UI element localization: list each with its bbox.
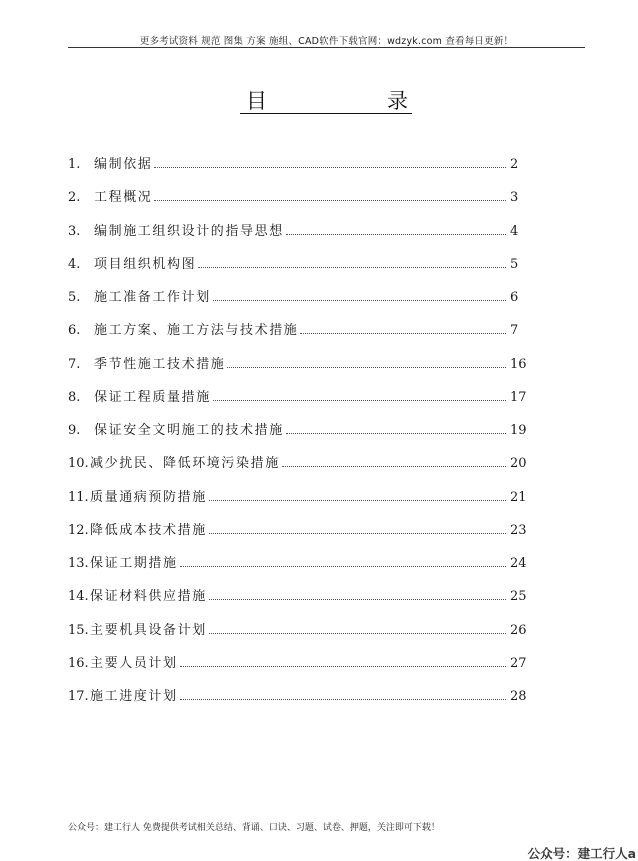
toc-entry-label: 项目组织机构图 bbox=[94, 256, 197, 272]
toc-entry-page-number: 21 bbox=[510, 489, 527, 505]
toc-entry[interactable] bbox=[68, 554, 538, 574]
toc-entry[interactable] bbox=[68, 454, 538, 474]
toc-entry-page-number: 16 bbox=[510, 356, 527, 372]
toc-entry-label: 质量通病预防措施 bbox=[90, 489, 207, 505]
toc-entry-page-number: 28 bbox=[510, 689, 527, 704]
toc-dot-leader bbox=[286, 433, 506, 434]
toc-entry[interactable] bbox=[68, 188, 538, 208]
toc-dot-leader bbox=[180, 666, 506, 667]
toc-entry-page-number: 25 bbox=[510, 589, 527, 605]
toc-entry-label: 主要机具设备计划 bbox=[90, 622, 207, 638]
toc-entry-page-number: 5 bbox=[510, 256, 519, 272]
toc-entry-number: 14. bbox=[68, 589, 89, 605]
toc-entry[interactable] bbox=[68, 288, 538, 308]
page-footer-text: 公众号：建工行人 免费提供考试相关总结、背诵、口诀、习题、试卷、押题，关注即可下载！ bbox=[68, 823, 440, 833]
toc-entry-page-number: 6 bbox=[510, 290, 519, 305]
toc-entry-label: 主要人员计划 bbox=[90, 655, 178, 671]
toc-entry[interactable] bbox=[68, 587, 538, 607]
toc-entry-page-number: 3 bbox=[510, 190, 519, 206]
toc-entry-page-number: 20 bbox=[510, 456, 527, 472]
document-title bbox=[240, 84, 412, 114]
toc-entry-label: 编制施工组织设计的指导思想 bbox=[94, 223, 284, 239]
toc-entry-label: 工程概况 bbox=[94, 190, 153, 206]
toc-entry[interactable] bbox=[68, 388, 538, 408]
toc-entry-number: 12. bbox=[68, 522, 89, 538]
toc-dot-leader bbox=[300, 333, 506, 334]
toc-entry[interactable] bbox=[68, 321, 538, 341]
page-header-text: 更多考试资料 规范 图集 方案 施组、CAD软件下载官网：wdzyk.com 查看每日更新！ bbox=[139, 36, 514, 47]
toc-entry-label: 减少扰民、降低环境污染措施 bbox=[90, 456, 280, 472]
toc-entry[interactable] bbox=[68, 687, 538, 707]
toc-entry[interactable] bbox=[68, 654, 538, 674]
toc-entry-number: 8. bbox=[68, 389, 81, 405]
toc-dot-leader bbox=[209, 533, 506, 534]
toc-entry-label: 保证材料供应措施 bbox=[90, 589, 207, 605]
toc-entry-number: 11. bbox=[68, 489, 89, 505]
toc-entry-number: 6. bbox=[68, 323, 81, 339]
header-rule bbox=[68, 47, 585, 48]
toc-entry-page-number: 23 bbox=[510, 522, 527, 538]
toc-dot-leader bbox=[198, 267, 506, 268]
toc-dot-leader bbox=[209, 633, 506, 634]
toc-dot-leader bbox=[180, 699, 506, 700]
toc-entry-number: 7. bbox=[68, 356, 81, 372]
toc-entry-label: 编制依据 bbox=[94, 157, 153, 172]
toc-dot-leader bbox=[227, 367, 506, 368]
toc-dot-leader bbox=[180, 566, 506, 567]
toc-entry-number: 5. bbox=[68, 290, 81, 305]
toc-entry-number: 15. bbox=[68, 622, 89, 638]
toc-entry[interactable] bbox=[68, 521, 538, 541]
toc-entry-label: 保证工程质量措施 bbox=[94, 389, 211, 405]
toc-entry[interactable] bbox=[68, 155, 538, 175]
toc-entry[interactable] bbox=[68, 621, 538, 641]
toc-entry[interactable] bbox=[68, 421, 538, 441]
title-char-2: 录 bbox=[387, 89, 408, 113]
toc-entry-page-number: 4 bbox=[510, 223, 519, 239]
toc-entry[interactable] bbox=[68, 488, 538, 508]
toc-dot-leader bbox=[213, 300, 506, 301]
toc-entry-label: 施工进度计划 bbox=[90, 689, 178, 704]
toc-entry-page-number: 7 bbox=[510, 323, 519, 339]
toc-dot-leader bbox=[154, 167, 506, 168]
toc-dot-leader bbox=[209, 500, 506, 501]
watermark-text: 公众号：建工行人a bbox=[527, 846, 636, 861]
toc-entry-number: 9. bbox=[68, 423, 81, 438]
toc-entry[interactable] bbox=[68, 355, 538, 375]
toc-entry-number: 3. bbox=[68, 223, 81, 239]
toc-entry-label: 保证安全文明施工的技术措施 bbox=[94, 423, 284, 438]
toc-entry-label: 施工准备工作计划 bbox=[94, 290, 211, 305]
toc-entry-page-number: 2 bbox=[510, 157, 519, 172]
title-char-1: 目 bbox=[246, 89, 267, 113]
toc-entry-number: 16. bbox=[68, 655, 89, 671]
toc-entry[interactable] bbox=[68, 255, 538, 275]
toc-entry-number: 17. bbox=[68, 689, 89, 704]
toc-dot-leader bbox=[282, 466, 506, 467]
toc-entry-page-number: 26 bbox=[510, 622, 527, 638]
toc-dot-leader bbox=[213, 400, 506, 401]
toc-dot-leader bbox=[209, 599, 506, 600]
toc-entry-label: 降低成本技术措施 bbox=[90, 522, 207, 538]
toc-entry-label: 施工方案、施工方法与技术措施 bbox=[94, 323, 299, 339]
toc-entry-number: 10. bbox=[68, 456, 89, 472]
toc-entry-number: 4. bbox=[68, 256, 81, 272]
toc-entry-label: 季节性施工技术措施 bbox=[94, 356, 226, 372]
toc-entry[interactable] bbox=[68, 222, 538, 242]
toc-entry-page-number: 19 bbox=[510, 423, 527, 438]
toc-entry-number: 1. bbox=[68, 157, 81, 172]
toc-entry-page-number: 17 bbox=[510, 389, 527, 405]
toc-entry-number: 2. bbox=[68, 190, 81, 206]
toc-entry-number: 13. bbox=[68, 556, 89, 571]
toc-dot-leader bbox=[286, 234, 506, 235]
toc-entry-label: 保证工期措施 bbox=[90, 556, 178, 571]
toc-dot-leader bbox=[154, 200, 506, 201]
toc-entry-page-number: 24 bbox=[510, 556, 527, 571]
toc-entry-page-number: 27 bbox=[510, 655, 527, 671]
